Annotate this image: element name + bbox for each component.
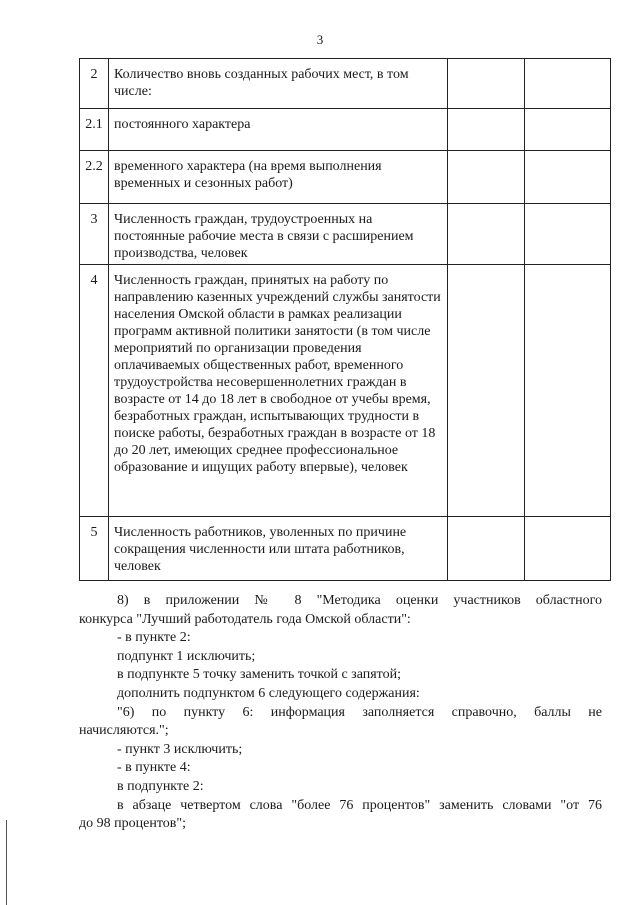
value-cell [525, 517, 611, 581]
row-number: 2 [80, 59, 109, 109]
indicators-table [79, 58, 611, 581]
paragraph: подпункт 1 исключить; [117, 648, 256, 664]
paragraph: - в пункте 2: [117, 630, 191, 646]
paragraph-appendix-8: 8) в приложении № 8 "Методика оценки участников областного [117, 593, 602, 608]
row-number: 3 [80, 204, 109, 265]
table-row [80, 151, 611, 204]
paragraph-appendix-8-cont: конкурса "Лучший работодатель года Омской области": [79, 611, 411, 627]
row-text: Численность граждан, трудоустроенных на постоянные рабочие места в связи с расширением производства, человек [109, 204, 448, 265]
row-text: Численность граждан, принятых на работу по направлению казенных учреждений службы занятости населения Омской области в рамках реализации программ активной политики занятости (в том числе мероприятий по организации проведения оплачиваемых общественных работ, временного трудоустройства несовершеннолетних граждан в возрасте от 14 до 18 лет в свободное от учебы время, безработных граждан, испытывающих трудности в поиске работы, безработных граждан в возрасте от 18 до 20 лет, имеющих среднее профессиональное образование и ищущих работу впервые), человек [109, 265, 448, 517]
row-number: 4 [80, 265, 109, 517]
amendments-text [79, 592, 602, 834]
table-row [80, 59, 611, 109]
value-cell [525, 151, 611, 204]
row-number: 2.2 [80, 151, 109, 204]
row-text: постоянного характера [109, 109, 448, 151]
value-cell [525, 59, 611, 109]
row-text: Количество вновь созданных рабочих мест, в том числе: [109, 59, 448, 109]
value-cell [525, 109, 611, 151]
value-cell [448, 204, 525, 265]
table-row [80, 204, 611, 265]
paragraph: в подпункте 2: [117, 778, 204, 794]
paragraph: - в пункте 4: [117, 760, 191, 776]
row-text: временного характера (на время выполнения временных и сезонных работ) [109, 151, 448, 204]
page-number: 3 [316, 32, 324, 47]
paragraph: дополнить подпунктом 6 следующего содержания: [117, 685, 420, 701]
value-cell [448, 151, 525, 204]
table-row [80, 109, 611, 151]
scan-edge-line [6, 820, 7, 905]
paragraph-abzac-4: в абзаце четвертом слова "более 76 процентов" заменить словами "от 76 [117, 797, 602, 813]
paragraph-point-6: "6) по пункту 6: информация заполняется справочно, баллы не [117, 704, 602, 720]
value-cell [448, 59, 525, 109]
value-cell [448, 109, 525, 151]
table-row [80, 517, 611, 581]
value-cell [525, 265, 611, 517]
paragraph: в подпункте 5 точку заменить точкой с запятой; [117, 667, 401, 683]
row-text: Численность работников, уволенных по причине сокращения численности или штата работников, человек [109, 517, 448, 581]
row-number: 5 [80, 517, 109, 581]
value-cell [525, 204, 611, 265]
paragraph-point-6-cont: начисляются."; [79, 723, 169, 739]
paragraph-abzac-4-cont: до 98 процентов"; [79, 816, 186, 832]
table-row [80, 265, 611, 517]
paragraph: - пункт 3 исключить; [117, 741, 243, 757]
value-cell [448, 265, 525, 517]
value-cell [448, 517, 525, 581]
row-number: 2.1 [80, 109, 109, 151]
